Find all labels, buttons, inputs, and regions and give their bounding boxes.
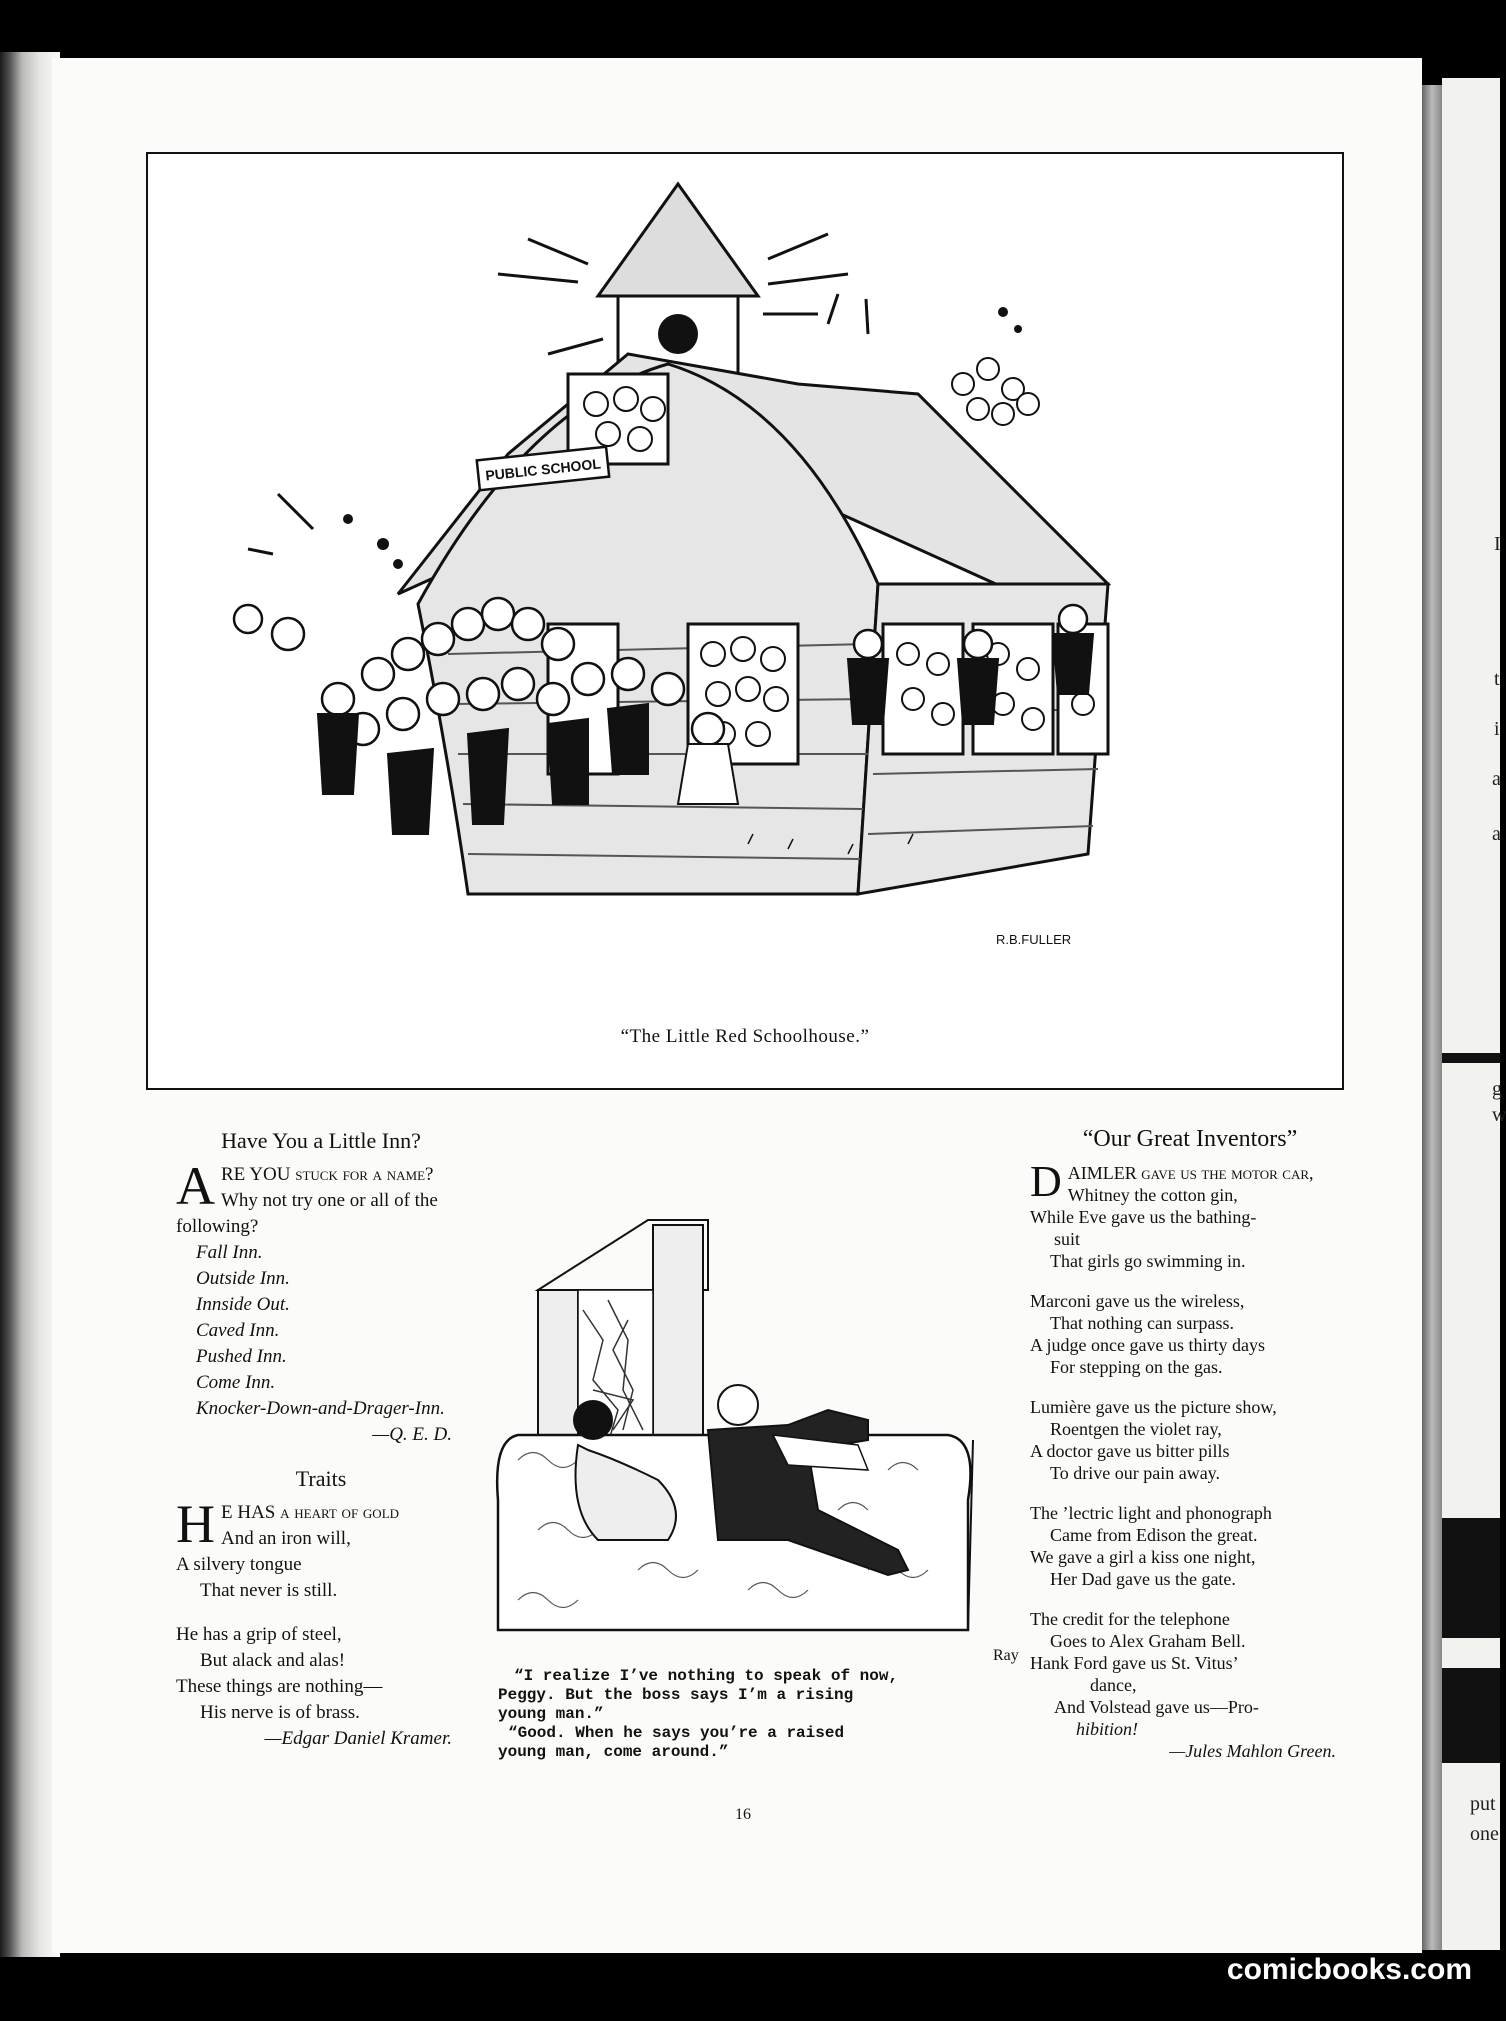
text-fragment: i: [1494, 718, 1500, 740]
poem-line: We gave a girl a kiss one night,: [1030, 1547, 1256, 1567]
poem-line: Goes to Alex Graham Bell.: [1050, 1631, 1246, 1651]
artist-signature: R.B.FULLER: [996, 932, 1072, 947]
text-fragment: put: [1470, 1793, 1496, 1815]
drop-cap: A: [176, 1156, 215, 1216]
drop-cap: H: [176, 1494, 215, 1554]
poem-line: dance,: [1090, 1675, 1137, 1695]
poem-line: following?: [176, 1216, 259, 1237]
poem-line: These things are nothing—: [176, 1676, 383, 1697]
poem-line: His nerve is of brass.: [200, 1702, 360, 1723]
poem-line: For stepping on the gas.: [1050, 1357, 1223, 1377]
poem-line: Whitney the cotton gin,: [1067, 1185, 1238, 1205]
poem-line: But alack and alas!: [200, 1650, 346, 1671]
poem-line: Lumière gave us the picture show,: [1030, 1397, 1277, 1417]
rule: [1442, 1053, 1500, 1063]
watermark: comicbooks.com: [1226, 1953, 1472, 1986]
schoolhouse-illustration: [146, 152, 1344, 1090]
poem-signature: —Jules Mahlon Green.: [1169, 1741, 1336, 1761]
page-number: 16: [735, 1806, 751, 1823]
poem-line: And Volstead gave us—Pro-: [1054, 1697, 1259, 1717]
poem-line: A silvery tongue: [176, 1554, 302, 1575]
text-fragment: a: [1492, 768, 1501, 790]
poem-line: The credit for the telephone: [1030, 1609, 1230, 1629]
list-item: Fall Inn.: [196, 1242, 263, 1263]
cartoon-signature: Ray: [993, 1647, 1019, 1664]
list-item: Come Inn.: [196, 1372, 276, 1393]
poem-line: Marconi gave us the wireless,: [1030, 1291, 1245, 1311]
poem-line: Roentgen the violet ray,: [1050, 1419, 1222, 1439]
poem-body: [176, 1494, 466, 1752]
page-edge: [1422, 85, 1442, 1950]
dark-block: [1442, 1518, 1500, 1638]
drop-cap: D: [1030, 1157, 1062, 1206]
poem-body: [176, 1156, 466, 1448]
text-fragment: w: [1492, 1104, 1506, 1126]
poem-body: [1030, 1157, 1350, 1762]
poem-line: That nothing can surpass.: [1050, 1313, 1234, 1333]
list-item: Caved Inn.: [196, 1320, 280, 1341]
caption-line: young man, come around.”: [498, 1743, 729, 1761]
poem-line: Came from Edison the great.: [1050, 1525, 1258, 1545]
poem-line: Why not try one or all of the: [221, 1190, 438, 1211]
text-fragment: g: [1492, 1078, 1502, 1100]
poem-line: While Eve gave us the bathing-: [1030, 1207, 1257, 1227]
caption-line: Peggy. But the boss says I’m a rising: [498, 1686, 854, 1704]
list-item: Outside Inn.: [196, 1268, 290, 1289]
poem-line: The ’lectric light and phonograph: [1030, 1503, 1272, 1523]
text-fragment: a: [1492, 823, 1501, 845]
illustration-caption: “The Little Red Schoolhouse.”: [620, 1026, 870, 1047]
poem-line: E HAS a heart of gold: [221, 1502, 400, 1523]
caption-line: young man.”: [498, 1705, 604, 1723]
poem-signature: —Q. E. D.: [372, 1424, 452, 1445]
poem-line: To drive our pain away.: [1050, 1463, 1221, 1483]
couch-drawing: [488, 1210, 1019, 1670]
poem-line: hibition!: [1076, 1719, 1138, 1739]
poem-line: He has a grip of steel,: [176, 1624, 342, 1645]
public-school-sign: PUBLIC SCHOOL: [484, 455, 602, 484]
text-fragment: t: [1494, 668, 1500, 690]
list-item: Pushed Inn.: [196, 1346, 287, 1367]
adjacent-page-fragment: [1442, 78, 1506, 1950]
couch-cartoon: [488, 1210, 1019, 1670]
poem-line: A doctor gave us bitter pills: [1030, 1441, 1230, 1461]
poem-line: That girls go swimming in.: [1050, 1251, 1246, 1271]
list-item: Innside Out.: [196, 1294, 290, 1315]
poem-line: suit: [1054, 1229, 1081, 1249]
caption-line: “I realize I’ve nothing to speak of now,: [514, 1667, 899, 1685]
poem-line: Her Dad gave us the gate.: [1050, 1569, 1236, 1589]
poem-line: AIMLER gave us the motor car,: [1067, 1163, 1314, 1183]
book-spine-shadow: [0, 52, 60, 1957]
caption-line: “Good. When he says you’re a raised: [508, 1724, 845, 1742]
list-item: Knocker-Down-and-Drager-Inn.: [196, 1398, 445, 1419]
right-column: [1030, 1128, 1350, 1762]
poem-signature: —Edgar Daniel Kramer.: [264, 1728, 452, 1749]
poem-line: That never is still.: [200, 1580, 338, 1601]
poem-line: A judge once gave us thirty days: [1030, 1335, 1265, 1355]
poem-line: Hank Ford gave us St. Vitus’: [1030, 1653, 1239, 1673]
dark-block: [1442, 1668, 1500, 1763]
cartoon-caption: [498, 1667, 928, 1762]
poem-line: RE YOU stuck for a name?: [221, 1164, 434, 1185]
text-fragment: one: [1470, 1823, 1499, 1845]
poem-title: Have You a Little Inn?: [221, 1128, 421, 1153]
left-column: [176, 1128, 466, 1752]
poem-title: “Our Great Inventors”: [1082, 1126, 1298, 1152]
poem-line: And an iron will,: [221, 1528, 351, 1549]
text-fragment: I: [1494, 533, 1501, 555]
poem-title: Traits: [295, 1466, 347, 1491]
schoolhouse-drawing: [148, 154, 1342, 1088]
